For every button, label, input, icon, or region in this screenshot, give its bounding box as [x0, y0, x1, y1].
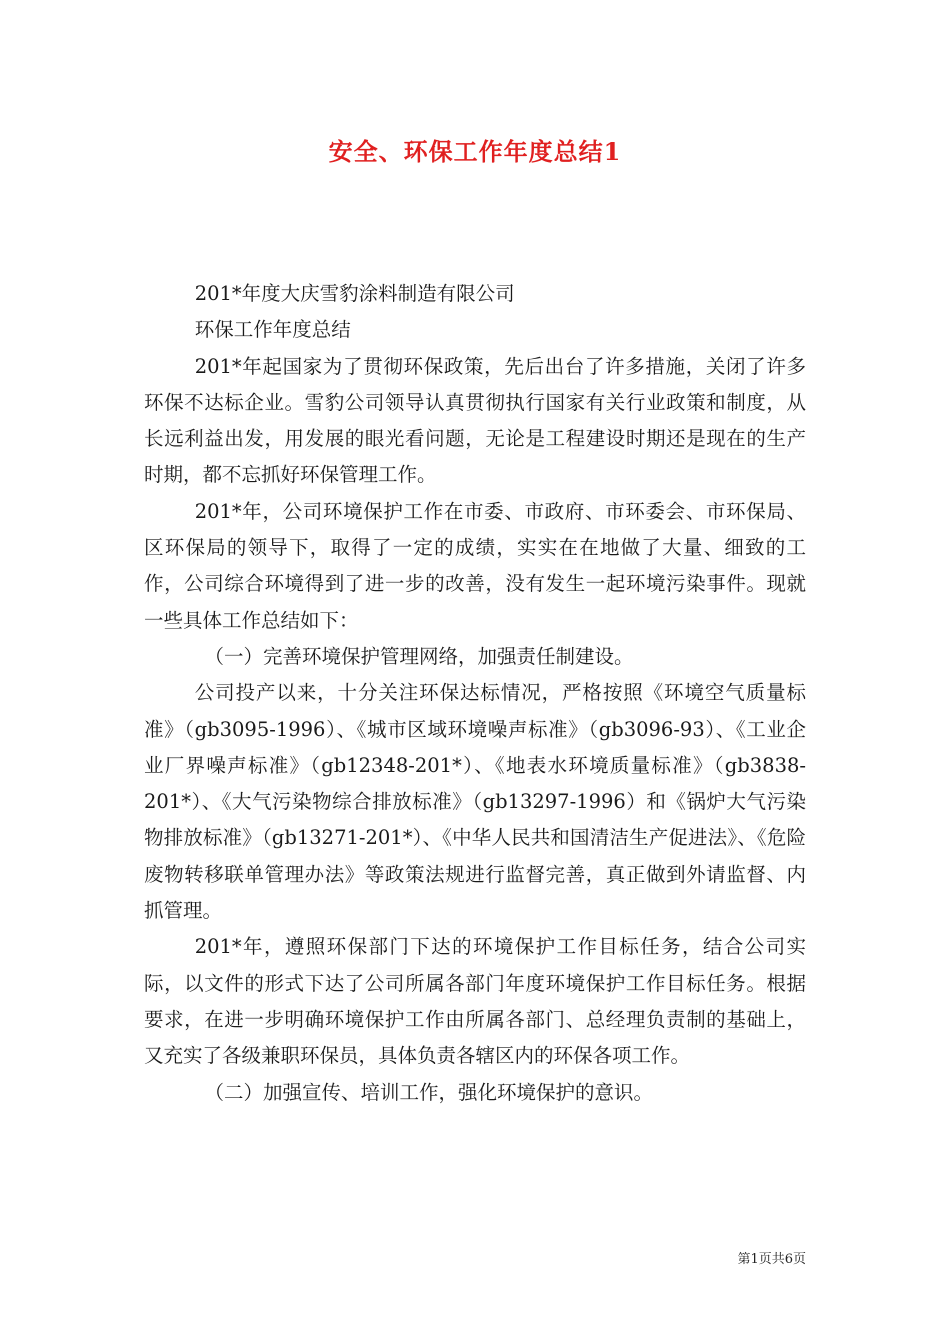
document-title: 安全、环保工作年度总结1 [328, 137, 622, 166]
section-heading-1: （一）完善环境保护管理网络，加强责任制建设。 [204, 644, 634, 668]
body-paragraph: 公司投产以来，十分关注环保达标情况，严格按照《环境空气质量标准》（gb3095-1996）、《城市区域环境噪声标准》（gb3096-93）、《工业企业厂界噪声标准》（gb12348-201*）、《地表水环境质量标准》（gb3838-201*）、《大气污染物综合排放标准》（gb13297-1996）和《锅炉大气污染物排放标准》（gb13271-201*）、《中华人民共和国清洁生产促进法》、《危险废物转移联单管理办法》等政策法规进行监督完善，真正做到外请监督、内抓管理。 [144, 681, 806, 923]
body-paragraph: 201*年，公司环境保护工作在市委、市政府、市环委会、市环保局、区环保局的领导下，取得了一定的成绩，实实在在地做了大量、细致的工作，公司综合环境得到了进一步的改善，没有发生一起环境污染事件。现就一些具体工作总结如下： [144, 499, 806, 632]
section-heading-2: （二）加强宣传、培训工作，强化环境保护的意识。 [204, 1080, 653, 1104]
subtitle-line: 环保工作年度总结 [194, 318, 351, 342]
body-paragraph: 201*年，遵照环保部门下达的环境保护工作目标任务，结合公司实际，以文件的形式下达了公司所属各部门年度环境保护工作目标任务。根据要求，在进一步明确环境保护工作由所属各部门、总经理负责制的基础上，又充实了各级兼职环保员，具体负责各辖区内的环保各项工作。 [144, 935, 806, 1068]
document-body [144, 276, 806, 1111]
body-paragraph: 201*年起国家为了贯彻环保政策，先后出台了许多措施，关闭了许多环保不达标企业。雪豹公司领导认真贯彻执行国家有关行业政策和制度，从长远利益出发，用发展的眼光看问题，无论是工程建设时期还是现在的生产时期，都不忘抓好环保管理工作。 [144, 354, 806, 487]
page-number-footer: 第1页共6页 [737, 1252, 806, 1267]
company-line: 201*年度大庆雪豹涂料制造有限公司 [194, 282, 515, 305]
